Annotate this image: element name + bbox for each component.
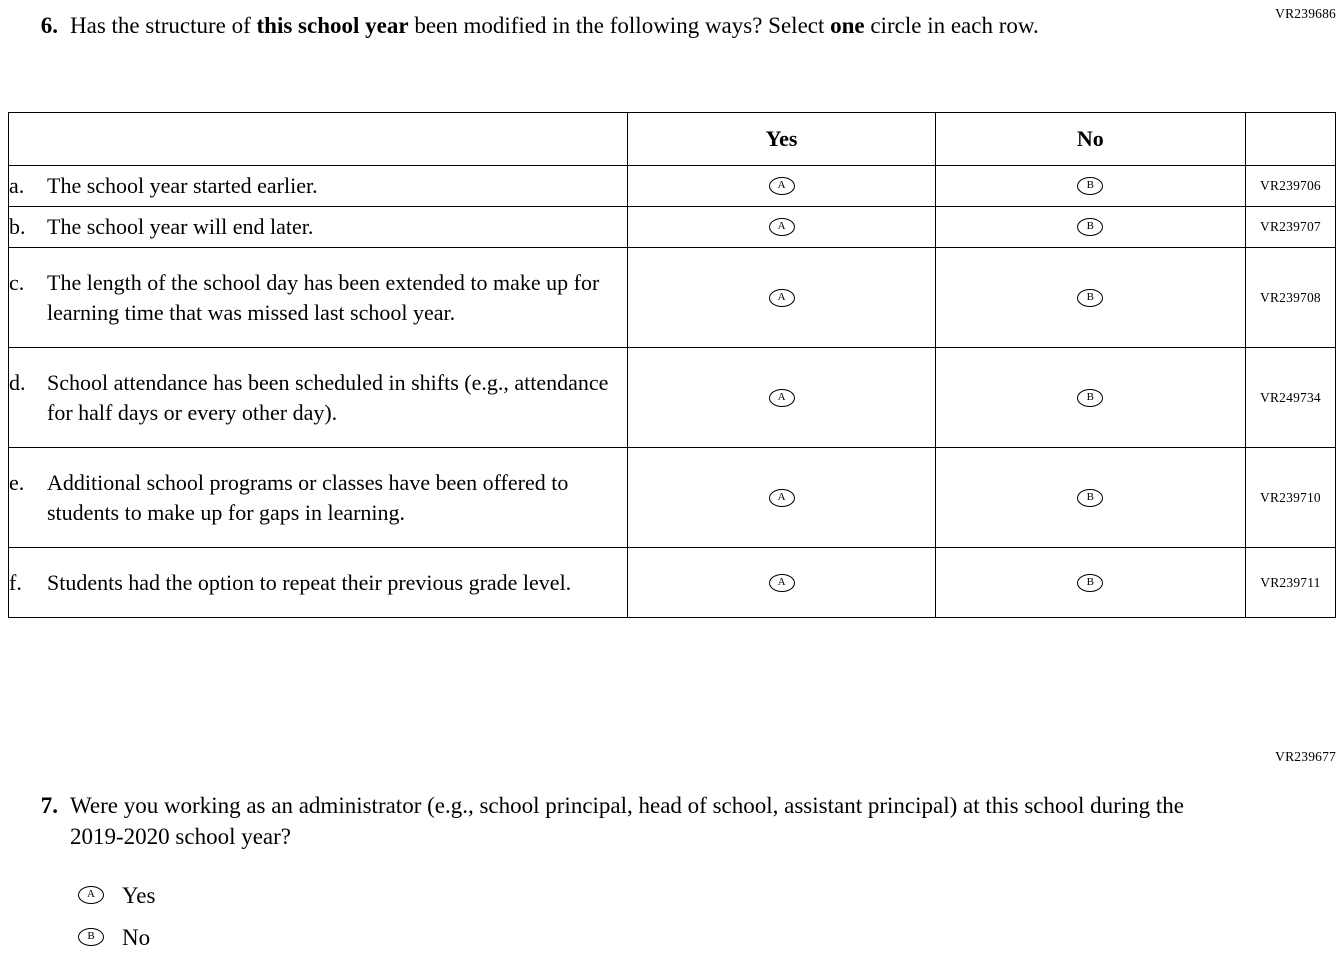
radio-bubble-no[interactable]: B	[1077, 218, 1103, 236]
question-6-text	[70, 10, 1039, 41]
radio-bubble-yes[interactable]: A	[769, 218, 795, 236]
matrix-row-stem-f	[9, 548, 628, 618]
row-label: The length of the school day has been extended to make up for learning time that was missed last school year.	[47, 269, 600, 325]
table-row	[9, 166, 1336, 207]
table-row	[9, 248, 1336, 348]
matrix-option-yes-d[interactable]	[628, 348, 935, 448]
question-6-text-part3: circle in each row.	[864, 13, 1039, 38]
question-6	[30, 10, 1210, 41]
question-6-text-part1: Has the structure of	[70, 13, 257, 38]
radio-bubble-yes[interactable]: A	[769, 289, 795, 307]
matrix-option-yes-f[interactable]	[628, 548, 935, 618]
option-no[interactable]	[78, 916, 1210, 958]
row-variable-code: VR239707	[1245, 207, 1335, 248]
table-row	[9, 448, 1336, 548]
matrix-row-stem-d	[9, 348, 628, 448]
question-6-text-part2: been modified in the following ways? Select	[408, 13, 831, 38]
radio-bubble-yes[interactable]: A	[78, 886, 104, 904]
table-row	[9, 207, 1336, 248]
matrix-row-stem-b	[9, 207, 628, 248]
question-6-matrix	[8, 112, 1336, 618]
row-label: Additional school programs or classes have been offered to students to make up for gaps in learning.	[47, 469, 569, 525]
option-label-no: No	[122, 924, 151, 950]
radio-bubble-yes[interactable]: A	[769, 489, 795, 507]
matrix-header-no: No	[935, 113, 1245, 166]
row-letter: b.	[9, 214, 26, 239]
matrix-option-no-d[interactable]	[935, 348, 1245, 448]
row-variable-code: VR249734	[1245, 348, 1335, 448]
question-7	[30, 790, 1210, 958]
radio-bubble-yes[interactable]: A	[769, 177, 795, 195]
radio-bubble-no[interactable]: B	[78, 928, 104, 946]
matrix-row-stem-e	[9, 448, 628, 548]
matrix-option-yes-c[interactable]	[628, 248, 935, 348]
radio-bubble-no[interactable]: B	[1077, 177, 1103, 195]
matrix-option-no-e[interactable]	[935, 448, 1245, 548]
variable-code-mid: VR239677	[1275, 749, 1336, 764]
matrix-option-no-b[interactable]	[935, 207, 1245, 248]
matrix-option-yes-e[interactable]	[628, 448, 935, 548]
matrix-option-no-a[interactable]	[935, 166, 1245, 207]
row-letter: c.	[9, 269, 25, 295]
matrix-header-code	[1245, 113, 1335, 166]
option-label-yes: Yes	[122, 882, 156, 908]
table-row	[9, 548, 1336, 618]
matrix-header-row	[9, 113, 1336, 166]
question-6-text-bold: this school year	[256, 13, 409, 38]
variable-code-top: VR239686	[1275, 6, 1336, 21]
matrix-row-stem-c	[9, 248, 628, 348]
question-6-text-bold2: one	[830, 13, 865, 38]
radio-bubble-no[interactable]: B	[1077, 289, 1103, 307]
row-label: The school year will end later.	[47, 214, 314, 239]
option-yes[interactable]	[78, 874, 1210, 916]
matrix-row-stem-a	[9, 166, 628, 207]
radio-bubble-no[interactable]: B	[1077, 574, 1103, 592]
row-letter: d.	[9, 369, 26, 395]
question-7-text: Were you working as an administrator (e.g., school principal, head of school, assistant principal) at this school during the 2019-2020 school year?	[70, 793, 1185, 849]
row-variable-code: VR239708	[1245, 248, 1335, 348]
question-7-options	[78, 874, 1210, 958]
row-variable-code: VR239711	[1245, 548, 1335, 618]
row-variable-code: VR239710	[1245, 448, 1335, 548]
question-7-number: 7.	[40, 793, 58, 818]
row-variable-code: VR239706	[1245, 166, 1335, 207]
radio-bubble-yes[interactable]: A	[769, 389, 795, 407]
radio-bubble-yes[interactable]: A	[769, 574, 795, 592]
radio-bubble-no[interactable]: B	[1077, 489, 1103, 507]
row-letter: e.	[9, 469, 25, 495]
row-label: School attendance has been scheduled in shifts (e.g., attendance for half days or every other day).	[47, 369, 609, 425]
matrix-header-yes: Yes	[628, 113, 935, 166]
matrix-option-no-f[interactable]	[935, 548, 1245, 618]
row-letter: f.	[9, 569, 22, 595]
table-row	[9, 348, 1336, 448]
row-label: The school year started earlier.	[47, 173, 318, 198]
row-label: Students had the option to repeat their previous grade level.	[47, 569, 572, 595]
question-6-number: 6.	[40, 13, 58, 38]
matrix-option-yes-a[interactable]	[628, 166, 935, 207]
matrix-option-yes-b[interactable]	[628, 207, 935, 248]
matrix-option-no-c[interactable]	[935, 248, 1245, 348]
matrix-header-blank	[9, 113, 628, 166]
radio-bubble-no[interactable]: B	[1077, 389, 1103, 407]
row-letter: a.	[9, 173, 25, 198]
